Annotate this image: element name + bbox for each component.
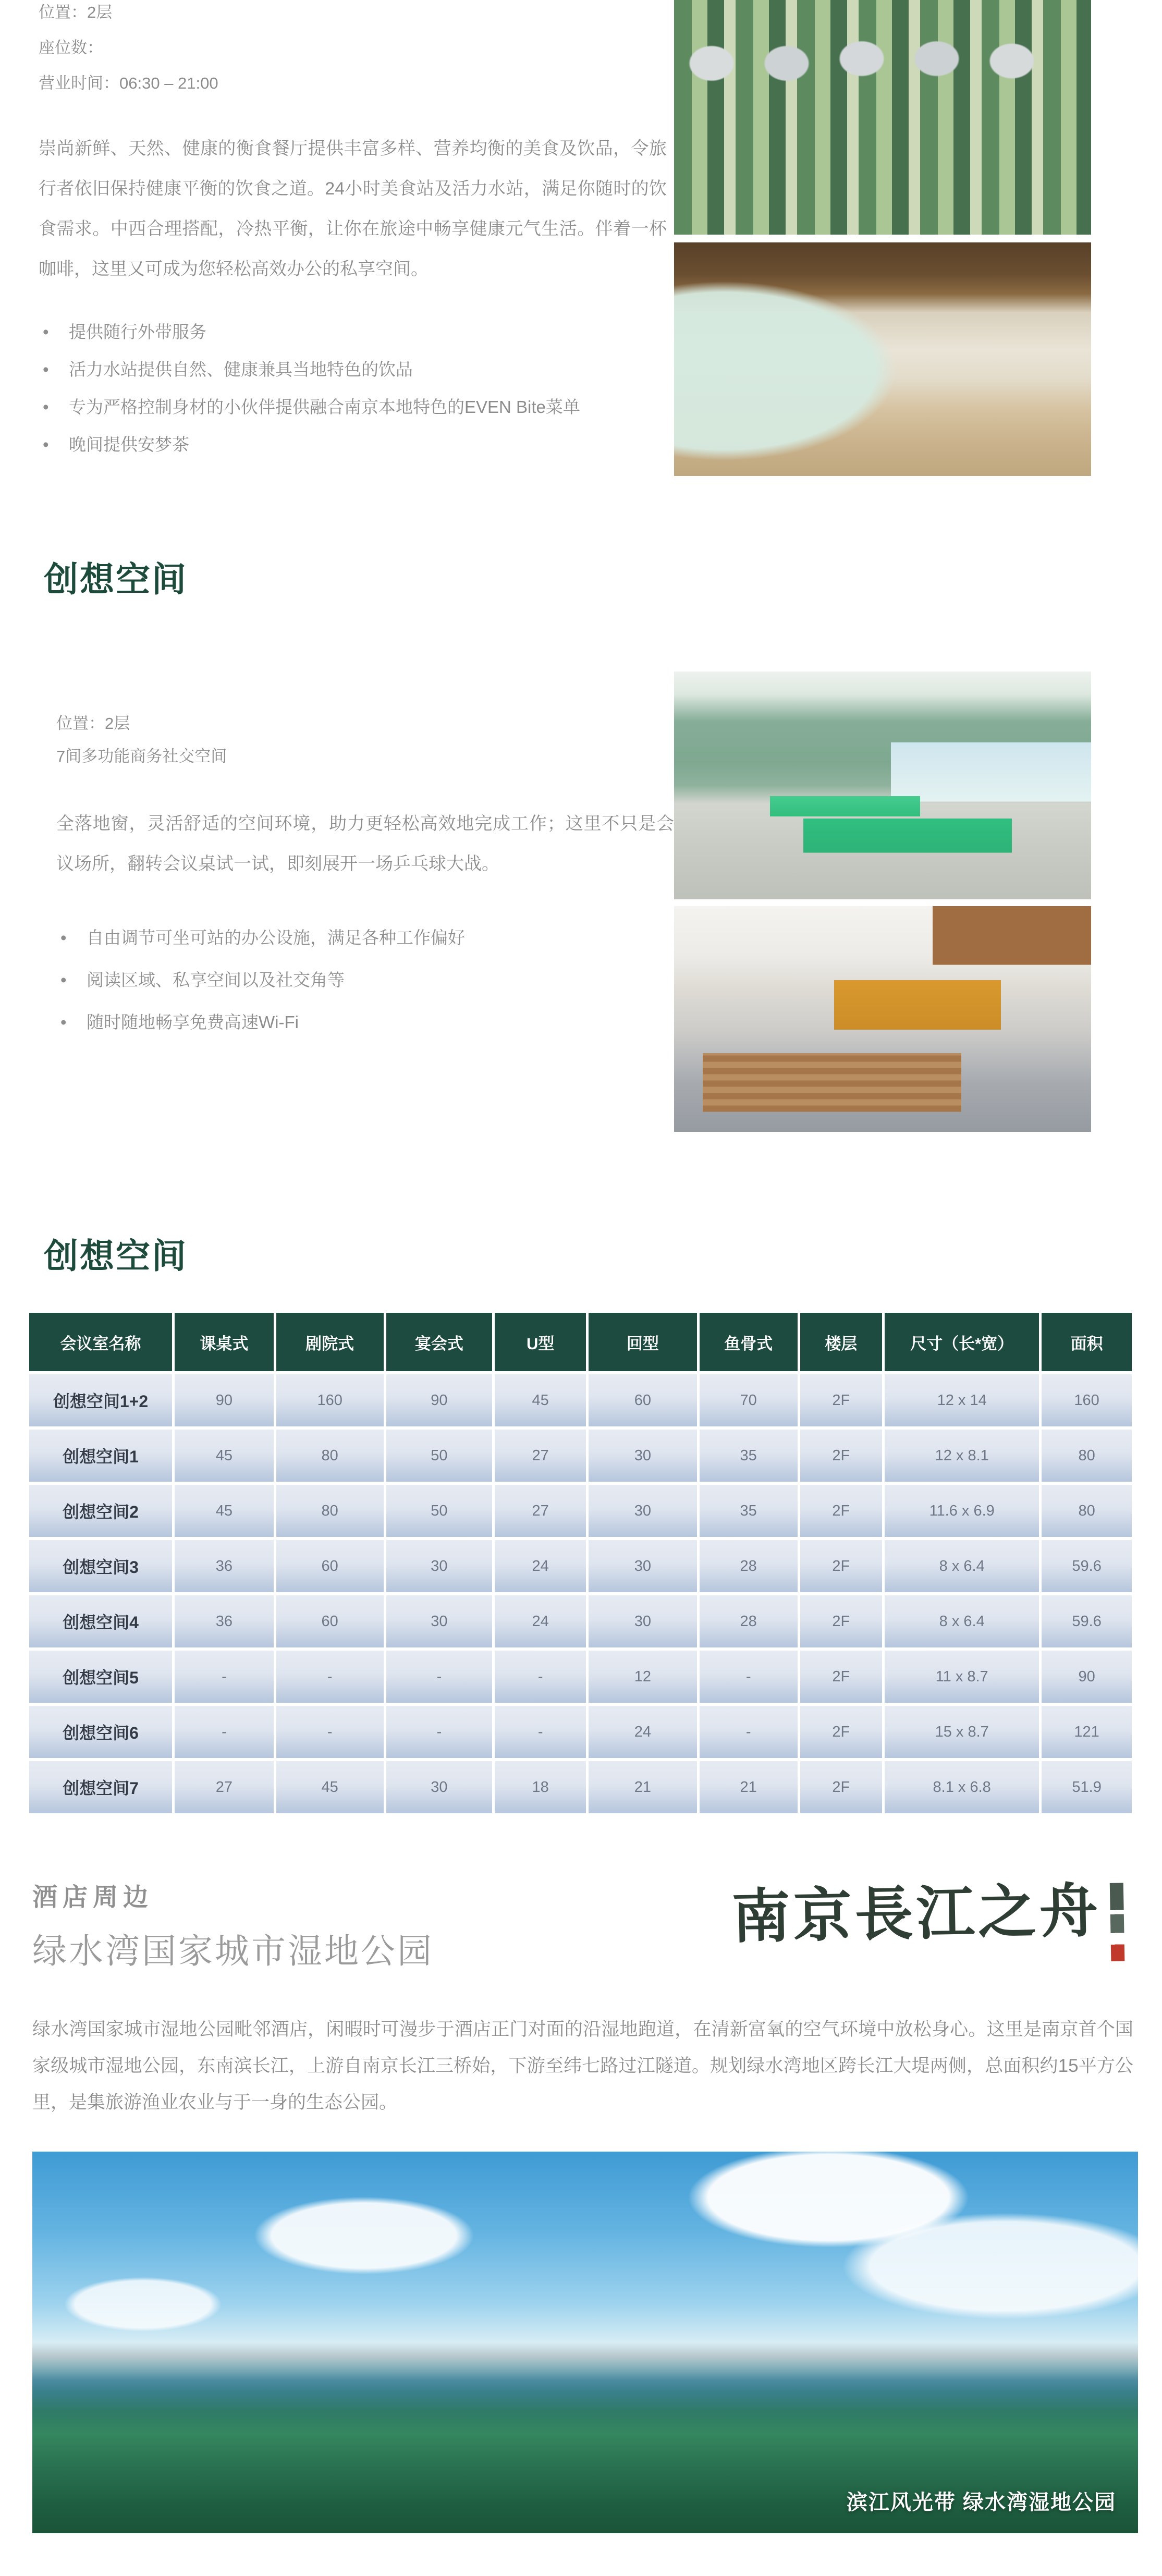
room-name-cell: 创想空间4 [29,1595,172,1647]
room-value-cell: 2F [800,1651,883,1703]
room-value-cell: - [386,1651,493,1703]
room-value-cell: 8 x 6.4 [885,1540,1039,1592]
creative-space-heading: 创想空间 [44,560,188,599]
room-value-cell: 30 [589,1540,697,1592]
room-value-cell: 27 [495,1430,586,1482]
room-name-cell: 创想空间5 [29,1651,172,1703]
table-row [29,1485,1132,1537]
column-header: 课桌式 [175,1313,274,1371]
surroundings-title: 酒店周边 [32,1884,154,1911]
column-header: 宴会式 [386,1313,493,1371]
meeting-table-body [29,1374,1132,1813]
room-name-cell: 创想空间3 [29,1540,172,1592]
list-item: • 专为严格控制身材的小伙伴提供融合南京本地特色的EVEN Bite菜单 [39,388,667,426]
room-value-cell: 60 [276,1595,384,1647]
room-value-cell: 59.6 [1042,1595,1132,1647]
creative-space-photo-column [674,672,1091,1132]
room-value-cell: 24 [589,1706,697,1758]
room-value-cell: 2F [800,1761,883,1813]
wetland-panorama-photo [32,2152,1138,2533]
table-row [29,1651,1132,1703]
meeting-room-classroom-photo [674,906,1091,1132]
room-value-cell: 50 [386,1485,493,1537]
column-header: 尺寸（长*宽） [885,1313,1039,1371]
room-name-cell: 创想空间7 [29,1761,172,1813]
hotel-calligraphy-logo [731,1875,1125,1968]
seats-line: 座位数： [39,39,103,57]
table-row [29,1595,1132,1647]
room-value-cell: 28 [700,1595,798,1647]
room-value-cell: 36 [175,1540,274,1592]
list-item: • 提供随行外带服务 [39,313,667,351]
buffet-counter-photo [674,0,1091,235]
room-value-cell: 30 [386,1540,493,1592]
list-item: • 随时随地畅享免费高速Wi-Fi [56,1001,674,1043]
capacity-line: 7间多功能商务社交空间 [56,747,227,765]
table-header-row [29,1313,1132,1371]
room-value-cell: 15 x 8.7 [885,1706,1039,1758]
list-item: • 阅读区域、私享空间以及社交角等 [56,959,674,1001]
room-value-cell: 21 [589,1761,697,1813]
room-value-cell: 70 [700,1374,798,1426]
room-value-cell: - [276,1706,384,1758]
room-value-cell: 2F [800,1485,883,1537]
surroundings-section [32,1877,1133,2121]
column-header: 楼层 [800,1313,883,1371]
table-row [29,1706,1132,1758]
room-value-cell: 59.6 [1042,1540,1132,1592]
room-value-cell: - [700,1651,798,1703]
meeting-room-table [27,1310,1134,1816]
room-value-cell: 24 [495,1540,586,1592]
room-value-cell: 30 [589,1430,697,1482]
room-value-cell: 60 [589,1374,697,1426]
room-value-cell: 30 [589,1595,697,1647]
room-value-cell: 90 [175,1374,274,1426]
column-header: 鱼骨式 [700,1313,798,1371]
room-name-cell: 创想空间1 [29,1430,172,1482]
room-value-cell: 80 [276,1485,384,1537]
room-value-cell: 2F [800,1540,883,1592]
room-value-cell: 36 [175,1595,274,1647]
room-value-cell: - [175,1651,274,1703]
room-value-cell: 60 [276,1540,384,1592]
table-row [29,1761,1132,1813]
room-value-cell: 12 x 14 [885,1374,1039,1426]
calligraphy-text: 南京長江之舟 [731,1876,1102,1951]
location-line: 位置：2层 [39,3,113,21]
room-value-cell: 24 [495,1595,586,1647]
room-value-cell: - [495,1651,586,1703]
room-value-cell: 45 [276,1761,384,1813]
room-value-cell: 27 [495,1485,586,1537]
room-value-cell: 90 [1042,1651,1132,1703]
room-value-cell: 18 [495,1761,586,1813]
restaurant-description: 崇尚新鲜、天然、健康的衡食餐厅提供丰富多样、营养均衡的美食及饮品，令旅行者依旧保持健康平衡的饮食之道。24小时美食站及活力水站，满足你随时的饮食需求。中西合理搭配，冷热平衡，让你在旅途中畅享健康元气生活。伴着一杯咖啡，这里又可成为您轻松高效办公的私享空间。 [39,139,667,279]
calligrapher-seal-icon [1110,1883,1125,1961]
location-line: 位置：2层 [56,714,130,732]
restaurant-interior-photo [674,242,1091,476]
room-name-cell: 创想空间1+2 [29,1374,172,1426]
room-value-cell: 12 x 8.1 [885,1430,1039,1482]
meeting-room-table-wrap [27,1310,1134,1816]
room-value-cell: 45 [175,1430,274,1482]
room-value-cell: 12 [589,1651,697,1703]
room-value-cell: 28 [700,1540,798,1592]
room-value-cell: 2F [800,1706,883,1758]
list-item: • 自由调节可坐可站的办公设施，满足各种工作偏好 [56,917,674,959]
room-value-cell: 80 [276,1430,384,1482]
list-item: • 活力水站提供自然、健康兼具当地特色的饮品 [39,351,667,388]
wetland-park-description: 绿水湾国家城市湿地公园毗邻酒店，闲暇时可漫步于酒店正门对面的沿湿地跑道，在清新富氧的空气环境中放松身心。这里是南京首个国家级城市湿地公园，东南滨长江，上游自南京长江三桥始，下游至纬七路过江隧道。规划绿水湾地区跨长江大堤两侧，总面积约15平方公里，是集旅游渔业农业与于一身的生态公园。 [32,2019,1133,2113]
creative-space-feature-list [56,917,674,1043]
restaurant-photo-column [674,0,1091,476]
room-value-cell: 50 [386,1430,493,1482]
table-row [29,1540,1132,1592]
room-value-cell: - [276,1651,384,1703]
list-item: • 晚间提供安梦茶 [39,426,667,463]
table-row [29,1430,1132,1482]
table-row [29,1374,1132,1426]
room-value-cell: 30 [386,1595,493,1647]
room-value-cell: 45 [495,1374,586,1426]
room-value-cell: 8.1 x 6.8 [885,1761,1039,1813]
room-value-cell: 30 [386,1761,493,1813]
room-value-cell: 160 [276,1374,384,1426]
room-value-cell: 21 [700,1761,798,1813]
restaurant-info-block [39,4,667,463]
wetland-park-title: 绿水湾国家城市湿地公园 [32,1933,434,1971]
room-value-cell: 80 [1042,1485,1132,1537]
room-value-cell: 121 [1042,1706,1132,1758]
room-value-cell: - [386,1706,493,1758]
room-value-cell: - [700,1706,798,1758]
room-value-cell: 8 x 6.4 [885,1595,1039,1647]
room-value-cell: 35 [700,1430,798,1482]
room-value-cell: 45 [175,1485,274,1537]
column-header: 回型 [589,1313,697,1371]
room-name-cell: 创想空间6 [29,1706,172,1758]
room-value-cell: 160 [1042,1374,1132,1426]
room-value-cell: 51.9 [1042,1761,1132,1813]
room-value-cell: 2F [800,1430,883,1482]
room-value-cell: 30 [589,1485,697,1537]
room-value-cell: 2F [800,1374,883,1426]
room-value-cell: 27 [175,1761,274,1813]
column-header: U型 [495,1313,586,1371]
hours-line: 营业时间：06:30 – 21:00 [39,74,218,92]
room-value-cell: 11.6 x 6.9 [885,1485,1039,1537]
column-header: 面积 [1042,1313,1132,1371]
creative-space-description: 全落地窗，灵活舒适的空间环境，助力更轻松高效地完成工作；这里不只是会议场所，翻转会议桌试一试，即刻展开一场乒乓球大战。 [56,814,674,874]
photo-caption: 滨江风光带 绿水湾湿地公园 [846,2491,1116,2514]
meeting-room-pingpong-photo [674,672,1091,899]
creative-space-info-block [56,715,674,1043]
room-value-cell: 90 [386,1374,493,1426]
room-value-cell: - [495,1706,586,1758]
room-value-cell: 2F [800,1595,883,1647]
room-value-cell: 80 [1042,1430,1132,1482]
column-header: 会议室名称 [29,1313,172,1371]
room-value-cell: - [175,1706,274,1758]
room-value-cell: 11 x 8.7 [885,1651,1039,1703]
restaurant-feature-list [39,313,667,463]
room-value-cell: 35 [700,1485,798,1537]
column-header: 剧院式 [276,1313,384,1371]
room-name-cell: 创想空间2 [29,1485,172,1537]
meeting-table-heading: 创想空间 [44,1237,188,1275]
